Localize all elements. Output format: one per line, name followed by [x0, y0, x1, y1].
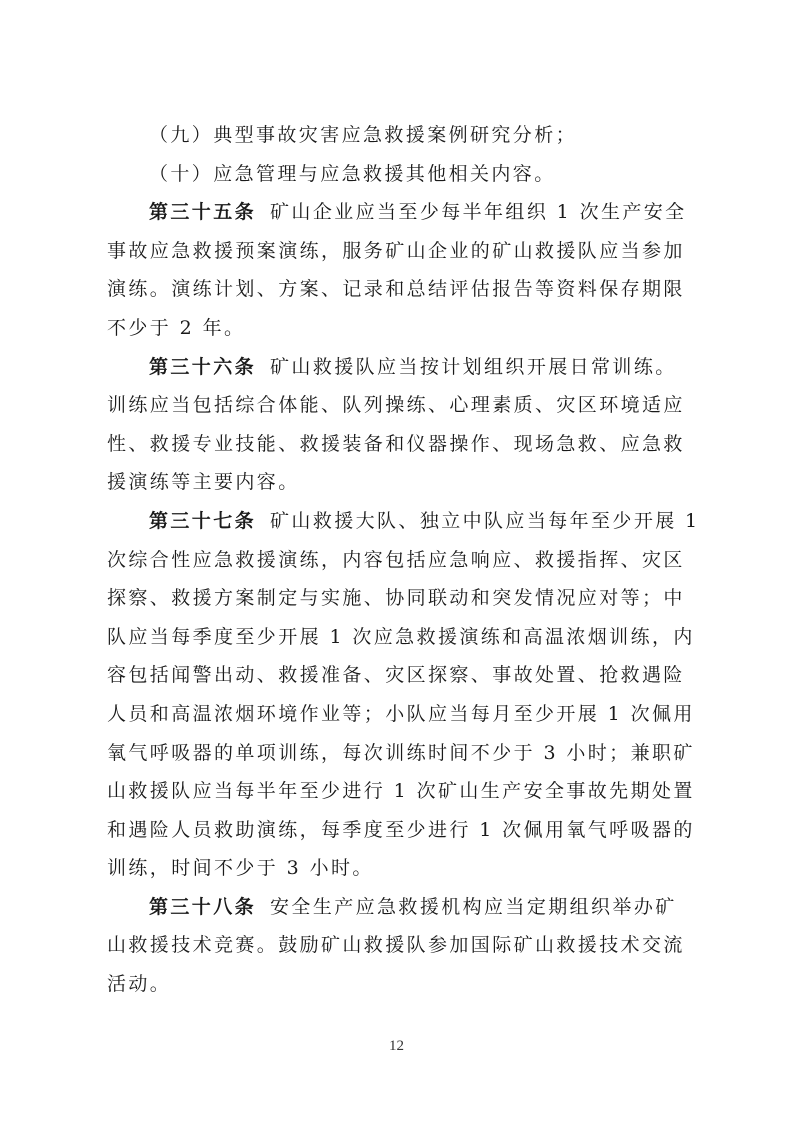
- article-35-heading: 第三十五条: [149, 201, 257, 224]
- page-number: 12: [389, 1038, 404, 1054]
- list-item-10: （十）应急管理与应急救援其他相关内容。: [149, 162, 556, 185]
- article-37-text: 矿山救援大队、独立中队应当每年至少开展 1: [270, 509, 700, 532]
- article-37-line: 次综合性应急救援演练，内容包括应急响应、救援指挥、灾区: [107, 548, 685, 571]
- article-35-text: 矿山企业应当至少每半年组织 1 次生产安全: [270, 201, 687, 224]
- article-36-line: 训练应当包括综合体能、队列操练、心理素质、灾区环境适应: [107, 394, 685, 417]
- document-body: [107, 116, 700, 1004]
- article-37-line: 探察、救援方案制定与实施、协同联动和突发情况应对等；中: [107, 587, 685, 610]
- article-37-line: 队应当每季度至少开展 1 次应急救援演练和高温浓烟训练，内: [107, 625, 695, 648]
- article-37-line: 人员和高温浓烟环境作业等；小队应当每月至少开展 1 次佩用: [107, 702, 695, 725]
- article-37-line: 训练，时间不少于 3 小时。: [107, 857, 374, 880]
- article-37-heading: 第三十七条: [149, 509, 257, 532]
- article-35-line: 演练。演练计划、方案、记录和总结评估报告等资料保存期限: [107, 278, 685, 301]
- article-38-line: 活动。: [107, 973, 172, 996]
- article-36-text: 矿山救援队应当按计划组织开展日常训练。: [270, 355, 677, 378]
- article-35-line: 不少于 2 年。: [107, 316, 246, 339]
- article-37-line: 和遇险人员救助演练，每季度至少进行 1 次佩用氧气呼吸器的: [107, 818, 695, 841]
- article-37-line: 氧气呼吸器的单项训练，每次训练时间不少于 3 小时；兼职矿: [107, 741, 695, 764]
- article-38: [107, 888, 691, 1004]
- article-35: [107, 193, 691, 347]
- article-37: [107, 502, 700, 888]
- article-38-line: 山救援技术竞赛。鼓励矿山救援队参加国际矿山救援技术交流: [107, 934, 685, 957]
- article-37-line: 山救援队应当每半年至少进行 1 次矿山生产安全事故先期处置: [107, 780, 695, 803]
- article-38-heading: 第三十八条: [149, 895, 257, 918]
- article-36-line: 性、救援专业技能、救援装备和仪器操作、现场急救、应急救: [107, 432, 685, 455]
- list-item-9: （九）典型事故灾害应急救援案例研究分析；: [149, 124, 578, 146]
- article-36: [107, 348, 691, 502]
- article-37-line: 容包括闻警出动、救援准备、灾区探察、事故处置、抢救遇险: [107, 664, 685, 687]
- article-38-text: 安全生产应急救援机构应当定期组织举办矿: [270, 895, 677, 918]
- article-36-line: 援演练等主要内容。: [107, 471, 300, 494]
- article-36-heading: 第三十六条: [149, 355, 257, 378]
- article-35-line: 事故应急救援预案演练，服务矿山企业的矿山救援队应当参加: [107, 239, 685, 262]
